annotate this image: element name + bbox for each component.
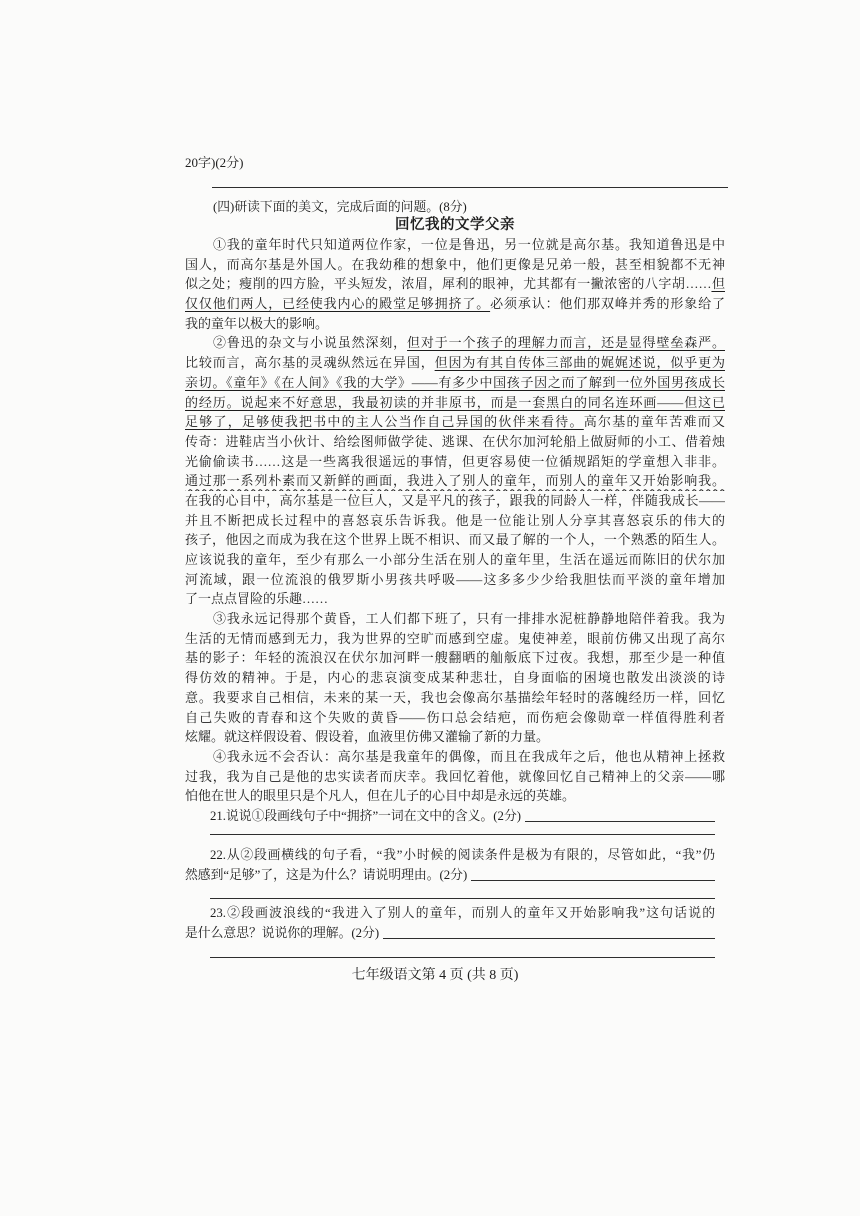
underlined-sentence: 但因为有其自传体三部曲的娓娓述说，似乎更为 — [434, 355, 725, 371]
passage-line — [185, 786, 725, 806]
question-line — [185, 923, 715, 943]
passage-text: ②鲁迅的杂文与小说虽然深刻， — [213, 335, 408, 351]
question-22 — [185, 845, 715, 885]
question-line — [185, 865, 715, 885]
passage-line — [185, 550, 725, 570]
passage-line — [185, 648, 725, 668]
passage-line — [185, 412, 725, 432]
passage-text: ①我的童年时代只知道两位作家，一位是鲁迅，另一位就是高尔基。我知道鲁迅是中 — [213, 237, 725, 252]
answer-blank — [383, 938, 715, 939]
passage-title: 回忆我的文学父亲 — [395, 217, 515, 233]
passage-line — [185, 708, 725, 728]
passage-text: 似之处；瘦削的四方脸，平头短发，浓眉，犀利的眼神，尤其都有一撇浓密的八字胡…… — [185, 276, 712, 292]
underlined-sentence: 的经历。说起来不好意思，我最初读的并非原书，而是一套黑白的同名连环画——但这已 — [185, 394, 725, 410]
passage-text: 过我，我为自己是他的忠实读者而庆幸。我回忆着他，就像回忆自己精神上的父亲——哪 — [185, 768, 725, 784]
passage-text: 意。我要求自己相信，未来的某一天，我也会像高尔基描绘年轻时的落魄经历一样，回忆 — [185, 689, 725, 705]
passage-text: 高尔基的童年苦难而又 — [583, 414, 725, 430]
passage-line — [185, 747, 725, 767]
passage-line — [185, 373, 725, 393]
passage-line — [185, 530, 725, 550]
passage-line — [185, 255, 725, 275]
passage-text: 比较而言，高尔基的灵魂纵然远在异国， — [185, 355, 435, 371]
passage-line — [185, 333, 725, 353]
passage-text: 自己失败的青春和这个失败的黄昏——伤口总会结疤，而伤疤会像勋章一样值得胜利者 — [185, 709, 725, 725]
paragraph-2 — [185, 333, 725, 609]
paragraph-3 — [185, 609, 725, 747]
answer-blank — [525, 821, 715, 822]
section-heading: (四)研读下面的美文，完成后面的问题。(8分) — [213, 200, 467, 214]
passage-line — [185, 668, 725, 688]
paragraph-4 — [185, 747, 725, 806]
passage-line — [185, 767, 725, 787]
underlined-sentence: 但 — [711, 276, 725, 292]
passage-text: 在我的心目中，高尔基是一位巨人，又是平凡的孩子，跟我的同龄人一样，伴随我成长—— — [185, 492, 725, 508]
passage-text: 必须承认：他们那双峰并秀的形象给了 — [490, 296, 725, 312]
passage-line — [185, 491, 725, 511]
passage-text: 基的影子：年轻的流浪汉在伏尔加河畔一艘翻晒的舢舨底下过夜。我想，那至少是一种值 — [185, 650, 725, 666]
passage-line — [185, 314, 725, 334]
question-21 — [185, 806, 715, 826]
question-text: 然感到“足够”了，这是为什么？请说明理由。(2分) — [185, 868, 468, 882]
underlined-sentence: 仅仅他们两人，已经使我内心的殿堂足够拥挤了。 — [185, 296, 491, 312]
passage-line — [185, 393, 725, 413]
passage-line — [185, 353, 725, 373]
passage-line — [185, 452, 725, 472]
question-text: 23.②段画波浪线的“我进入了别人的童年，而别人的童年又开始影响我”这句话说的 — [210, 906, 715, 920]
passage-line — [185, 570, 725, 590]
passage-text: 生活的无情而感到无力，我为世界的空旷而感到空虚。鬼使神差，眼前仿佛又出现了高尔 — [185, 630, 725, 646]
passage-text: 河流域，跟一位流浪的俄罗斯小男孩共呼吸——这多多少少给我胆怯而平淡的童年增加 — [185, 571, 725, 587]
passage-text: 国人，而高尔基是外国人。在我幼稚的想象中，他们更像是兄弟一般，甚至相貌都不无神 — [185, 256, 725, 272]
question-text: 是什么意思？说说你的理解。(2分) — [185, 926, 380, 940]
passage-body — [185, 235, 725, 806]
passage-line — [185, 274, 725, 294]
answer-blank — [471, 880, 715, 881]
passage-text: 了一点点冒险的乐趣…… — [185, 591, 329, 607]
passage-line — [185, 471, 725, 491]
question-text: 22.从②段画横线的句子看，“我”小时候的阅读条件是极为有限的，尽管如此，“我”仍 — [210, 848, 715, 862]
passage-text: 得仿效的精神。于是，内心的悲哀演变成某种悲壮，自身面临的困境也散发出淡淡的诗 — [185, 670, 725, 686]
question-line — [185, 806, 715, 826]
passage-text: 孩子，他因之而成为我在这个世界上既不相识、而又最了解的一个人，一个熟悉的陌生人。 — [185, 532, 725, 548]
question-23 — [185, 903, 715, 943]
passage-text: 光偷偷读书……这是一些离我很遥远的事情，但更容易使一位循规蹈矩的学童想入非非。 — [185, 453, 725, 469]
passage-line — [185, 688, 725, 708]
underlined-sentence: 足够了，足够使我把书中的主人公当作自己异国的伙伴来看待。 — [185, 414, 584, 430]
passage-line — [185, 727, 725, 747]
underlined-sentence: 但对于一个孩子的理解力而言，还是显得壁垒森严。 — [407, 335, 725, 351]
passage-line — [185, 294, 725, 314]
passage-text: ③我永远记得那个黄昏，工人们都下班了，只有一排排水泥桩静静地陪伴着我。我为 — [213, 611, 725, 627]
passage-text: 炫耀。就这样假设着、假设着，血液里仿佛又灌输了新的力量。 — [185, 729, 550, 745]
passage-text: 并且不断把成长过程中的喜怒哀乐告诉我。他是一位能让别人分享其喜怒哀乐的伟大的 — [185, 512, 725, 528]
passage-text: 怕他在世人的眼里只是个凡人，但在儿子的心目中却是永远的英雄。 — [185, 788, 576, 804]
passage-line — [185, 432, 725, 452]
passage-line — [185, 609, 725, 629]
answer-line — [212, 187, 728, 188]
passage-line — [185, 589, 725, 609]
wavy-underlined-sentence: 通过那一系列朴素而又新鲜的画面，我进入了别人的童年，而别人的童年又开始影响我。 — [185, 473, 725, 489]
underlined-sentence: 亲切。《童年》《在人间》《我的大学》——有多少中国孩子因之而了解到一位外国男孩成长 — [185, 374, 725, 390]
paragraph-1 — [185, 235, 725, 333]
passage-line — [185, 235, 725, 255]
passage-text: 我的童年以极大的影响。 — [185, 315, 329, 331]
answer-line — [210, 898, 715, 899]
previous-question-tail: 20字)(2分) — [185, 155, 244, 170]
answer-line — [210, 834, 715, 835]
passage-text: 应该说我的童年，至少有那么一小部分生活在别人的童年里，生活在遥远而陈旧的伏尔加 — [185, 552, 725, 567]
question-text: 21.说说①段画线句子中“拥挤”一词在文中的含义。(2分) — [210, 809, 522, 823]
passage-line — [185, 629, 725, 649]
page-footer: 七年级语文第 4 页 (共 8 页) — [351, 968, 519, 983]
answer-line — [210, 957, 715, 958]
passage-text: ④我永远不会否认：高尔基是我童年的偶像，而且在我成年之后，他也从精神上拯救 — [213, 748, 725, 764]
passage-line — [185, 511, 725, 531]
passage-text: 传奇：进鞋店当小伙计、给绘图师做学徒、逃课、在伏尔加河轮船上做厨师的小工、借着烛 — [185, 433, 725, 449]
